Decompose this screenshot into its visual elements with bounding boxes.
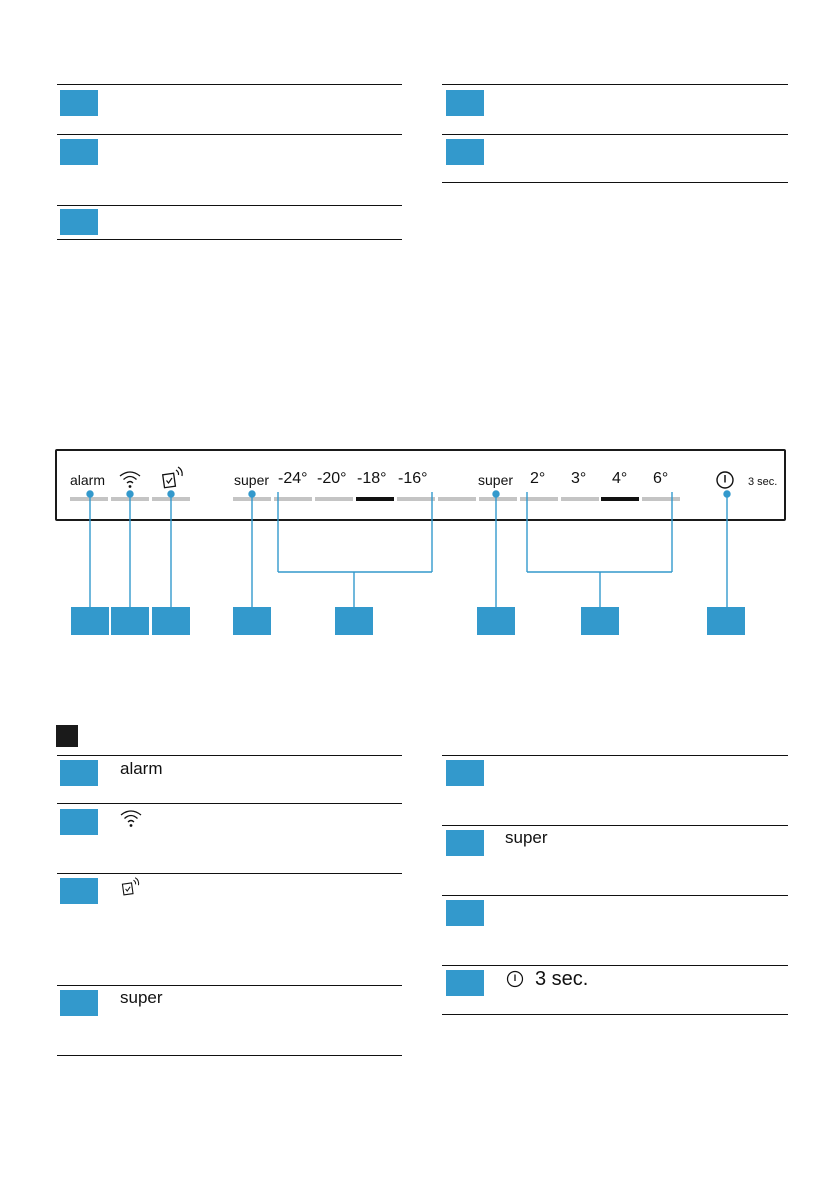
phone-connect-icon bbox=[119, 876, 143, 896]
fridge-temp-label[interactable]: 3° bbox=[571, 470, 587, 487]
key-badge bbox=[446, 900, 484, 926]
key-badge bbox=[60, 809, 98, 835]
callout-badge bbox=[707, 607, 745, 635]
callout-badge bbox=[581, 607, 619, 635]
wifi-icon bbox=[119, 808, 143, 828]
super-freezer-label[interactable]: super bbox=[234, 472, 270, 488]
divider bbox=[57, 873, 402, 874]
divider bbox=[442, 965, 788, 966]
divider bbox=[57, 985, 402, 986]
fridge-temp-label[interactable]: 4° bbox=[612, 470, 628, 487]
divider bbox=[442, 825, 788, 826]
fridge-temp-label[interactable]: 2° bbox=[530, 470, 546, 487]
callout-badge bbox=[71, 607, 109, 635]
divider bbox=[57, 803, 402, 804]
divider bbox=[442, 895, 788, 896]
fridge-temp-label[interactable]: 6° bbox=[653, 470, 669, 487]
key-row-text: super bbox=[120, 988, 163, 1007]
callout-badge bbox=[335, 607, 373, 635]
section-marker bbox=[56, 725, 78, 747]
key-badge bbox=[446, 970, 484, 996]
callout-badge bbox=[111, 607, 149, 635]
callout-badge bbox=[477, 607, 515, 635]
power-icon bbox=[503, 969, 527, 989]
divider bbox=[57, 755, 402, 756]
callout-badge bbox=[233, 607, 271, 635]
key-badge bbox=[446, 760, 484, 786]
callout-badge bbox=[152, 607, 190, 635]
key-row-text: super bbox=[505, 828, 548, 847]
alarm-label[interactable]: alarm bbox=[70, 472, 106, 488]
key-badge bbox=[60, 760, 98, 786]
key-badge bbox=[60, 990, 98, 1016]
super-fridge-label[interactable]: super bbox=[478, 472, 514, 488]
freezer-temp-label[interactable]: -18° bbox=[357, 470, 387, 487]
key-row-text: alarm bbox=[120, 759, 163, 778]
key-row-text: 3 sec. bbox=[535, 968, 589, 990]
key-badge bbox=[446, 830, 484, 856]
duration-label: 3 sec. bbox=[748, 476, 778, 488]
key-badge bbox=[60, 878, 98, 904]
freezer-temp-label[interactable]: -24° bbox=[278, 470, 308, 487]
freezer-temp-label[interactable]: -16° bbox=[398, 470, 428, 487]
freezer-temp-label[interactable]: -20° bbox=[317, 470, 347, 487]
divider bbox=[442, 1014, 788, 1015]
divider bbox=[442, 755, 788, 756]
divider bbox=[57, 1055, 402, 1056]
